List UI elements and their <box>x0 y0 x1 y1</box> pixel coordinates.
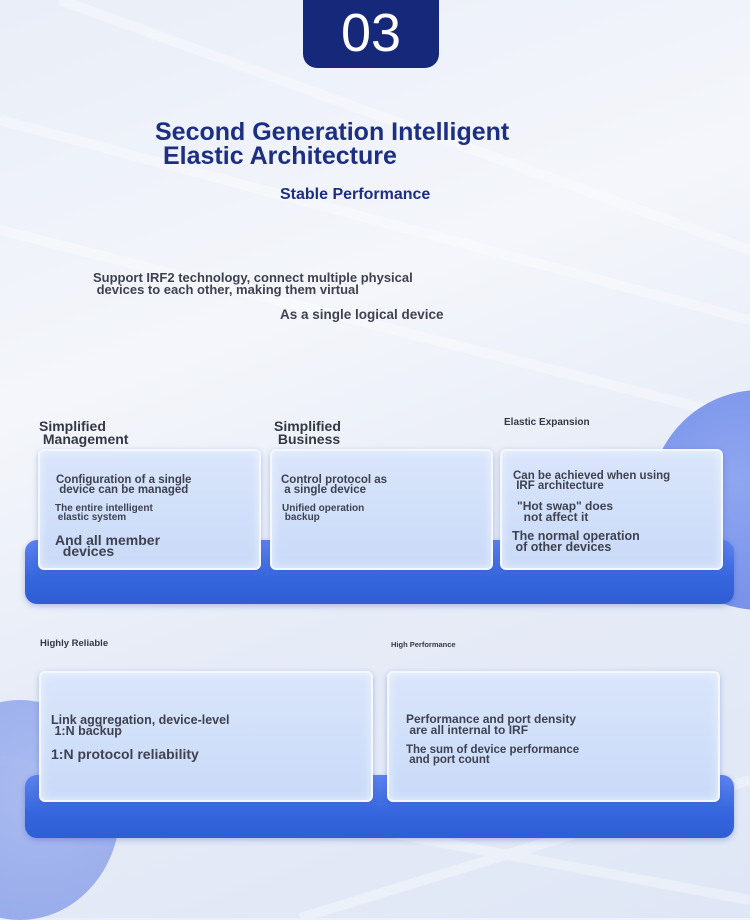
card-text: The sum of device performance and port count <box>406 744 580 766</box>
card-text: The entire intelligent elastic system <box>55 503 153 523</box>
card-text: The normal operation of other devices <box>512 529 640 554</box>
card-text: Control protocol as a single device <box>281 474 388 496</box>
section-number: 03 <box>303 0 439 68</box>
title-line-2: Elastic Architecture <box>163 142 397 170</box>
page-subtitle: Stable Performance <box>280 186 431 203</box>
title-line-1: Second Generation Intelligent <box>155 118 510 146</box>
card-simplified-business <box>270 449 493 570</box>
card-high-performance <box>387 671 720 802</box>
card-text: "Hot swap" does not affect it <box>517 499 614 524</box>
card-text: And all member devices <box>55 532 161 559</box>
card-text: 1:N protocol reliability <box>51 746 199 762</box>
label-elastic-expansion: Elastic Expansion <box>504 417 590 428</box>
label-high-performance: High Performance <box>391 640 456 649</box>
card-text: Link aggregation, device-level 1:N backup <box>51 713 230 738</box>
intro-text: Support IRF2 technology, connect multiple physical devices to each other, making them virtual <box>93 270 413 297</box>
card-text: Unified operation backup <box>282 503 365 523</box>
card-text: Configuration of a single device can be managed <box>56 474 192 496</box>
label-simplified-management: Simplified Management <box>39 418 129 447</box>
label-highly-reliable: Highly Reliable <box>40 638 109 649</box>
label-simplified-business: Simplified Business <box>274 418 341 447</box>
card-text: Can be achieved when using IRF architecture <box>513 470 671 492</box>
intro-text-2: As a single logical device <box>280 307 444 322</box>
card-elastic-expansion <box>500 449 723 570</box>
card-highly-reliable <box>39 671 373 802</box>
card-text: Performance and port density are all internal to IRF <box>406 712 577 737</box>
card-simplified-management <box>38 449 261 570</box>
page-title <box>155 120 509 168</box>
